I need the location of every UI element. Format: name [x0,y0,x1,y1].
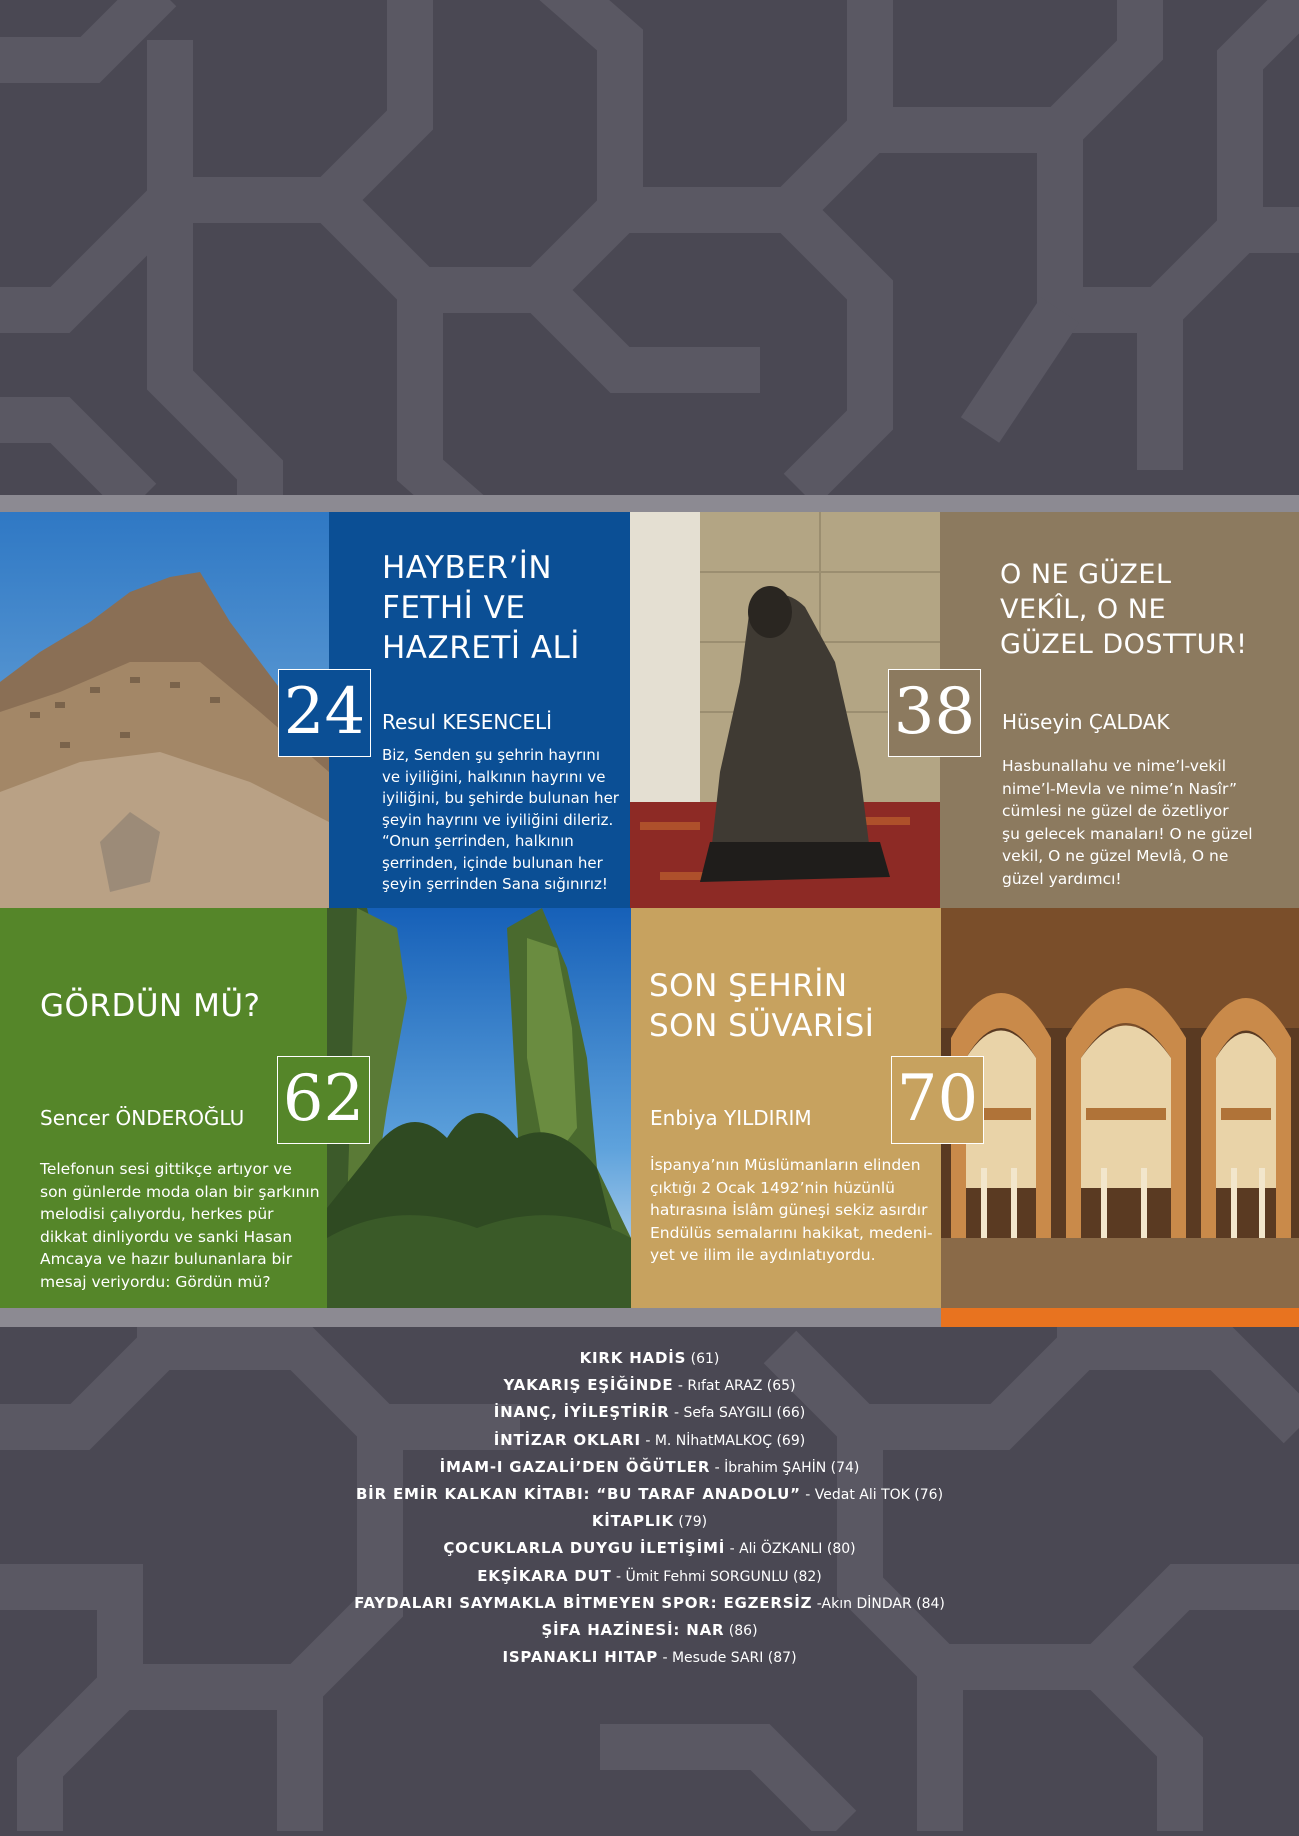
article-excerpt: Biz, Senden şu şehrin hayrını ve iyiliğini, halkının hayrını ve iyiliğini, bu şehirde bulunan her şeyin hayrını ve iyiliğini dileriz. “Onun şerrinden, halkının şerrinden, içinde bulunan her şeyin şerrinden Sana sığınırız! [382,746,619,893]
toc-item[interactable]: İNANÇ, İYİLEŞTİRİR - Sefa SAYGILI (66) [493,1403,806,1422]
article-panel-hayber [329,512,630,908]
toc-item[interactable]: YAKARIŞ EŞİĞİNDE - Rıfat ARAZ (65) [503,1376,796,1395]
trees-image [327,908,631,1308]
article-title: SON ŞEHRİN SON SÜVARİSİ [649,968,875,1044]
toc-item[interactable]: İMAM-I GAZALİ’DEN ÖĞÜTLER - İbrahim ŞAHİN (74) [439,1457,860,1476]
toc-item[interactable]: EKŞİKARA DUT - Ümit Fehmi SORGUNLU (82) [477,1566,822,1585]
toc-item[interactable]: ISPANAKLI HITAP - Mesude SARI (87) [502,1648,797,1667]
table-of-contents [0,1345,1299,1671]
orange-accent-bar [941,1308,1299,1327]
background-pattern-top [0,0,1299,495]
article-title: HAYBER’İN FETHİ VE HAZRETİ ALİ [382,550,580,666]
article-excerpt: Hasbunallahu ve nime’l-vekil nime’l-Mevla ve nime’n Nasîr” cümlesi ne güzel de özetliyor şu gelecek manaları! O ne güzel vekil, O ne güzel Mevlâ, O ne güzel yardımcı! [1002,757,1253,888]
page-number-badge[interactable]: 38 [888,669,981,757]
article-title: GÖRDÜN MÜ? [40,988,261,1024]
article-author: Sencer ÖNDEROĞLU [40,1106,245,1130]
divider-stripe-top [0,495,1299,512]
article-panel-vekil [940,512,1299,908]
toc-item[interactable]: İNTİZAR OKLARI - M. NİhatMALKOÇ (69) [493,1430,806,1449]
article-author: Resul KESENCELİ [382,710,552,734]
page-number-badge[interactable]: 70 [891,1056,984,1144]
toc-item[interactable]: KIRK HADİS (61) [579,1349,720,1367]
alhambra-arches-image [941,908,1299,1308]
article-excerpt: İspanya’nın Müslümanların elinden çıktığı 2 Ocak 1492’nin hüzünlü hatırasına İslâm güneşi sekiz asırdır Endülüs semalarını hakikat, medeni- yet ve ilim ile aydınlatıyordu. [650,1156,933,1264]
article-excerpt: Telefonun sesi gittikçe artıyor ve son günlerde moda olan bir şarkının melodisi çalıyordu, herkes pür dikkat dinliyordu ve sanki Hasan Amcaya ve hazır bulunanlara bir mesaj veriyordu: Gördün mü? [40,1160,320,1291]
toc-item[interactable]: ŞİFA HAZİNESİ: NAR (86) [541,1620,758,1639]
toc-item[interactable]: KİTAPLIK (79) [591,1512,708,1531]
article-author: Enbiya YILDIRIM [650,1106,812,1130]
page-number-badge[interactable]: 62 [277,1056,370,1144]
toc-item[interactable]: ÇOCUKLARLA DUYGU İLETİŞİMİ - Ali ÖZKANLI (80) [443,1539,856,1558]
toc-item[interactable]: FAYDALARI SAYMAKLA BİTMEYEN SPOR: EGZERSİZ -Akın DİNDAR (84) [354,1593,945,1612]
page-number-badge[interactable]: 24 [278,669,371,757]
toc-item[interactable]: BİR EMİR KALKAN KİTABI: “BU TARAF ANADOLU” - Vedat Ali TOK (76) [355,1484,944,1503]
article-author: Hüseyin ÇALDAK [1002,710,1170,734]
article-title: O NE GÜZEL VEKÎL, O NE GÜZEL DOSTTUR! [1000,559,1248,660]
